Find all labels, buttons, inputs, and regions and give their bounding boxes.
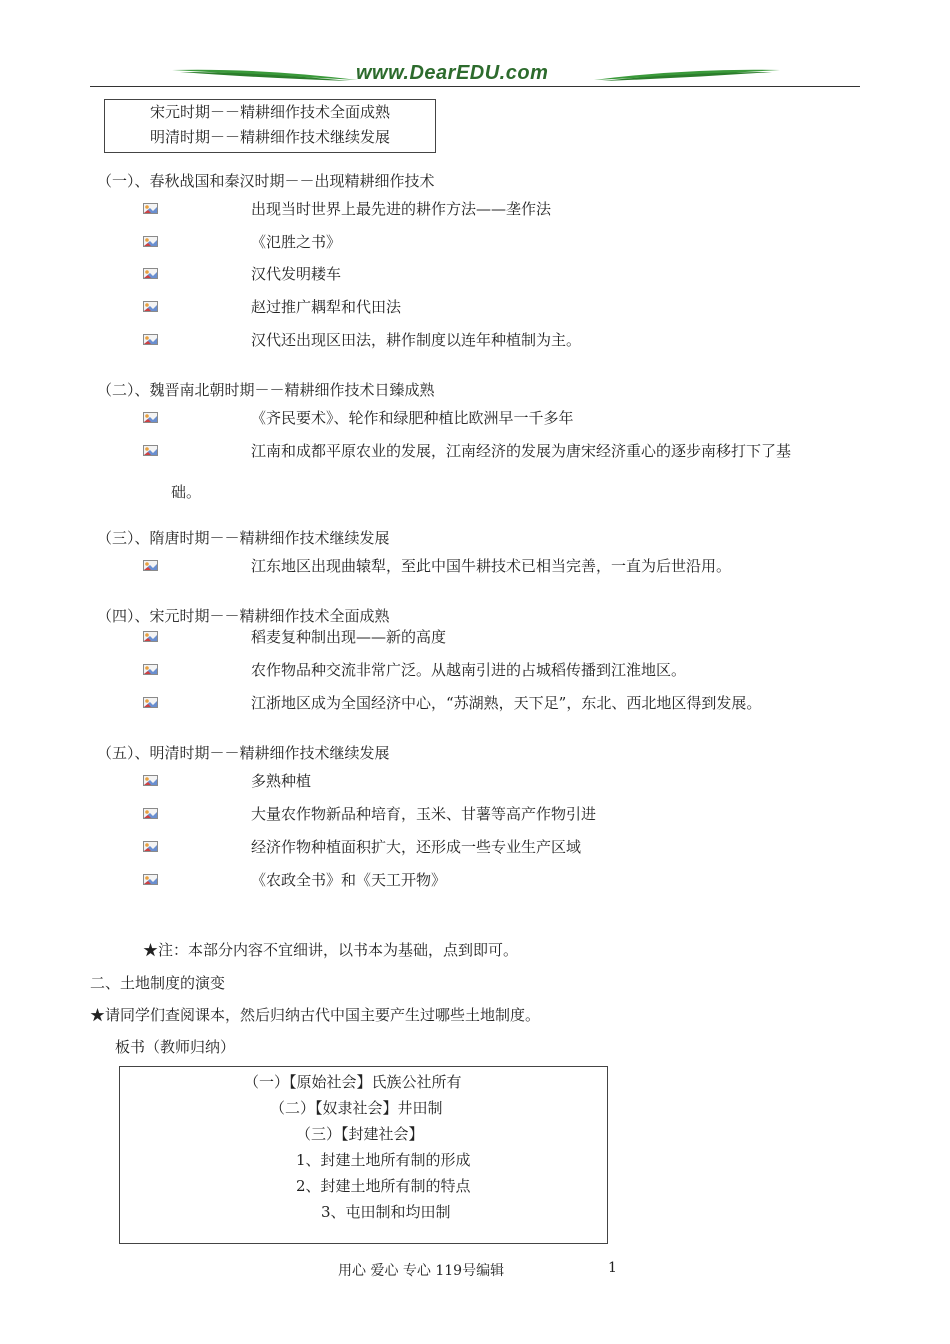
list-item: 江东地区出现曲辕犁，至此中国牛耕技术已相当完善，一直为后世沿用。 bbox=[251, 557, 732, 575]
list-item-continuation: 础。 bbox=[171, 483, 202, 501]
right-swoosh-icon bbox=[592, 66, 782, 86]
prompt-text: ★请同学们查阅课本，然后归纳古代中国主要产生过哪些土地制度。 bbox=[90, 1006, 541, 1024]
list-item: 汉代发明耧车 bbox=[251, 265, 342, 283]
board-line: 2、封建土地所有制的特点 bbox=[296, 1177, 471, 1195]
summary-line-1: 宋元时期－－精耕细作技术全面成熟 bbox=[149, 103, 390, 121]
broken-image-bullet-icon bbox=[143, 772, 158, 783]
broken-image-bullet-icon bbox=[143, 409, 158, 420]
broken-image-bullet-icon bbox=[143, 442, 158, 453]
header-rule bbox=[90, 86, 860, 87]
list-item: 稻麦复种制出现——新的高度 bbox=[251, 628, 447, 646]
list-item: 汉代还出现区田法，耕作制度以连年种植制为主。 bbox=[251, 331, 582, 349]
board-line: （三）【封建社会】 bbox=[296, 1125, 424, 1143]
board-line: （二）【奴隶社会】井田制 bbox=[270, 1099, 443, 1117]
board-box bbox=[119, 1066, 608, 1244]
section-two-title: 二、土地制度的演变 bbox=[90, 974, 226, 992]
broken-image-bullet-icon bbox=[143, 265, 158, 276]
broken-image-bullet-icon bbox=[143, 694, 158, 705]
list-item: 农作物品种交流非常广泛。从越南引进的占城稻传播到江淮地区。 bbox=[251, 661, 687, 679]
list-item: 多熟种植 bbox=[251, 772, 312, 790]
broken-image-bullet-icon bbox=[143, 805, 158, 816]
broken-image-bullet-icon bbox=[143, 331, 158, 342]
left-swoosh-icon bbox=[170, 66, 360, 86]
note-text: ★注：本部分内容不宜细讲，以书本为基础，点到即可。 bbox=[143, 941, 519, 959]
site-logo[interactable]: www.DearEDU.com bbox=[356, 62, 549, 84]
section-heading: （一）、春秋战国和秦汉时期－－出现精耕细作技术 bbox=[97, 172, 435, 190]
summary-line-2: 明清时期－－精耕细作技术继续发展 bbox=[149, 128, 390, 146]
board-line: 1、封建土地所有制的形成 bbox=[296, 1151, 471, 1169]
list-item: 出现当时世界上最先进的耕作方法——垄作法 bbox=[251, 200, 552, 218]
footer-text: 用心 爱心 专心 119号编辑 bbox=[338, 1263, 505, 1279]
list-item: 大量农作物新品种培育，玉米、甘薯等高产作物引进 bbox=[251, 805, 597, 823]
broken-image-bullet-icon bbox=[143, 871, 158, 882]
list-item: 江南和成都平原农业的发展，江南经济的发展为唐宋经济重心的逐步南移打下了基 bbox=[251, 442, 792, 460]
board-label: 板书（教师归纳） bbox=[115, 1038, 236, 1056]
list-item: 江浙地区成为全国经济中心，“苏湖熟，天下足”，东北、西北地区得到发展。 bbox=[251, 694, 762, 712]
broken-image-bullet-icon bbox=[143, 661, 158, 672]
broken-image-bullet-icon bbox=[143, 233, 158, 244]
broken-image-bullet-icon bbox=[143, 298, 158, 309]
summary-box bbox=[104, 99, 436, 153]
list-item: 《氾胜之书》 bbox=[251, 233, 342, 251]
section-heading: （四）、宋元时期－－精耕细作技术全面成熟 bbox=[97, 607, 390, 625]
section-heading: （二）、魏晋南北朝时期－－精耕细作技术日臻成熟 bbox=[97, 381, 435, 399]
board-line: （一）【原始社会】氏族公社所有 bbox=[244, 1073, 462, 1091]
list-item: 经济作物种植面积扩大，还形成一些专业生产区域 bbox=[251, 838, 582, 856]
list-item: 《齐民要术》、轮作和绿肥种植比欧洲早一千多年 bbox=[251, 409, 574, 427]
section-heading: （五）、明清时期－－精耕细作技术继续发展 bbox=[97, 744, 390, 762]
board-line: 3、屯田制和均田制 bbox=[321, 1203, 451, 1221]
page-number: 1 bbox=[608, 1260, 617, 1276]
broken-image-bullet-icon bbox=[143, 838, 158, 849]
section-heading: （三）、隋唐时期－－精耕细作技术继续发展 bbox=[97, 529, 390, 547]
broken-image-bullet-icon bbox=[143, 200, 158, 211]
broken-image-bullet-icon bbox=[143, 557, 158, 568]
broken-image-bullet-icon bbox=[143, 628, 158, 639]
list-item: 《农政全书》和《天工开物》 bbox=[251, 871, 447, 889]
list-item: 赵过推广耦犁和代田法 bbox=[251, 298, 402, 316]
